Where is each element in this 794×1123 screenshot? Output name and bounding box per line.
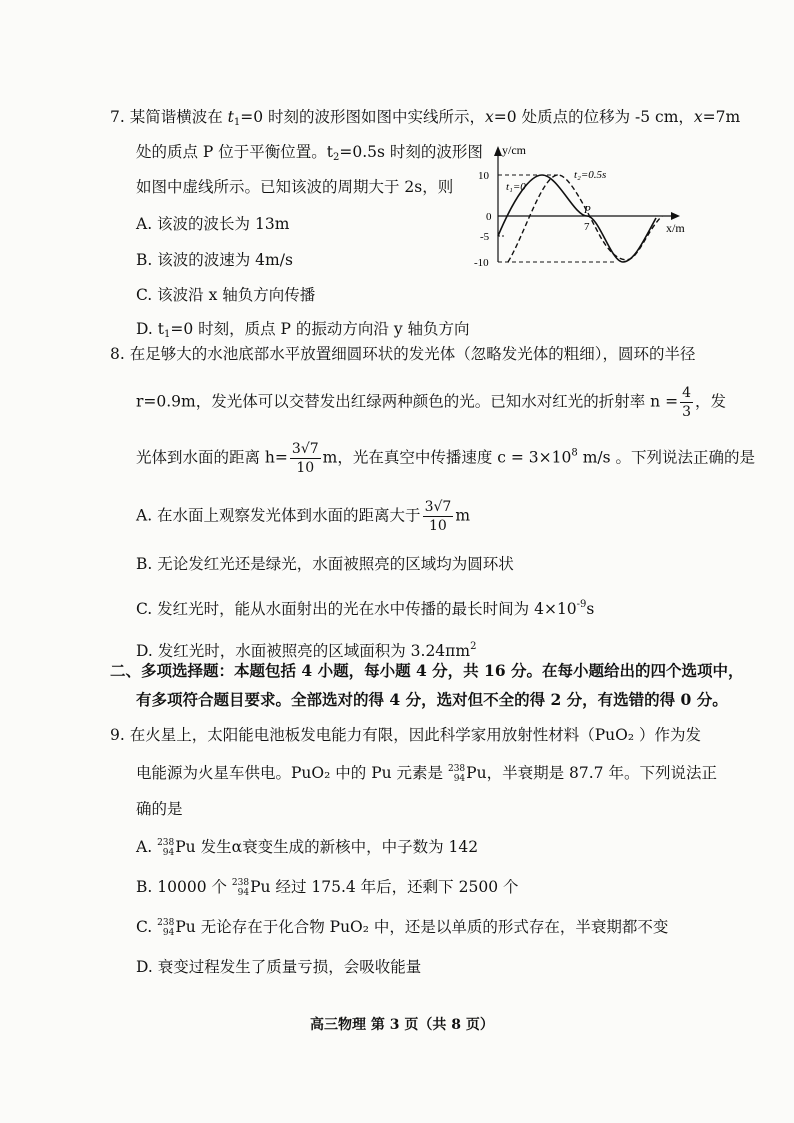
q9-line-2: 电能源为火星车供电。PuO₂ 中的 Pu 元素是 238 94 Pu，半衰期是 87.7 年。下列说法正 bbox=[136, 764, 717, 784]
section-2-line-2: 有多项符合题目要求。全部选对的得 4 分，选对但不全的得 2 分，有选错的得 0 分。 bbox=[136, 690, 728, 709]
label-t2: t₂=0.5s bbox=[574, 169, 607, 181]
q7-line-3: 如图中虚线所示。已知该波的周期大于 2s，则 bbox=[136, 178, 454, 196]
q9-option-a: A. 238 94 Pu 发生α衰变生成的新核中，中子数为 142 bbox=[136, 838, 479, 858]
q8-option-b: B. 无论发红光还是绿光，水面被照亮的区域均为圆环状 bbox=[136, 555, 514, 573]
q8-line-3: 光体到水面的距离 h= $\frac{3√7}{10}$ m，光在真空中传播速度 $c = 3\times 10^8$ m/s 。下列说法正确的是 bbox=[136, 441, 755, 476]
section-2-line-1: 二、多项选择题：本题包括 4 小题，每小题 4 分，共 16 分。在每小题给出的四个选项中， bbox=[110, 661, 744, 680]
q7-option-c: C. 该波沿 x 轴负方向传播 bbox=[136, 286, 316, 304]
q7-line-2: 处的质点 P 位于平衡位置。$t_2=0.5s$ 时刻的波形图 bbox=[136, 143, 483, 163]
q8-line-2: r=0.9m，发光体可以交替发出红绿两种颜色的光。已知水对红光的折射率 n = $\frac{4}{3}$ ，发 bbox=[136, 385, 727, 420]
q7-option-d: D. $t_1=0$ 时刻，质点 P 的振动方向沿 y 轴负方向 bbox=[136, 320, 470, 340]
page-footer: 高三物理 第 3 页（共 8 页） bbox=[310, 1017, 494, 1033]
q8-option-a: A. 在水面上观察发光体到水面的距离大于 $\frac{3√7}{10}$ m bbox=[136, 499, 471, 534]
wave-t2-dashed bbox=[508, 175, 662, 262]
q9-line-3: 确的是 bbox=[136, 800, 183, 818]
y-tick-minus10: -10 bbox=[474, 257, 489, 269]
wave-graph bbox=[466, 140, 696, 275]
y-tick-0: 0 bbox=[486, 211, 492, 223]
q9-option-c: C. 238 94 Pu 无论存在于化合物 PuO₂ 中，还是以单质的形式存在，半衰期都不变 bbox=[136, 918, 669, 938]
q9-option-b: B. 10000 个 238 94 Pu 经过 175.4 年后，还剩下 2500 个 bbox=[136, 878, 519, 898]
q9-line-1: 9. 在火星上，太阳能电池板发电能力有限，因此科学家用放射性材料（PuO₂ ）作为发 bbox=[110, 726, 701, 744]
q8-line-1: 8. 在足够大的水池底部水平放置细圆环状的发光体（忽略发光体的粗细），圆环的半径 bbox=[110, 345, 696, 363]
q8-option-d: D. 发红光时，水面被照亮的区域面积为 $3.24\pi m^2$ bbox=[136, 641, 477, 660]
y-axis-arrow bbox=[494, 146, 502, 156]
y-tick-10: 10 bbox=[478, 170, 489, 182]
x-axis-arrow bbox=[671, 212, 680, 220]
q7-line-1: 7. 某简谐横波在 $t_1=0$ 时刻的波形图如图中实线所示，x=0 处质点的位移为 -5 cm，x=7m bbox=[110, 108, 741, 128]
y-axis-label: y/cm bbox=[502, 143, 526, 157]
q9-option-d: D. 衰变过程发生了质量亏损，会吸收能量 bbox=[136, 958, 422, 976]
label-t1: t₁=0 bbox=[506, 181, 526, 193]
y-tick-minus5: -5 bbox=[480, 231, 490, 243]
q8-option-c: C. 发红光时，能从水面射出的光在水中传播的最长时间为 $4\times 10^{-9}s$ bbox=[136, 599, 595, 618]
x-axis-label: x/m bbox=[666, 221, 685, 235]
x-tick-7: 7 bbox=[584, 221, 590, 233]
q7-option-a: A. 该波的波长为 13m bbox=[136, 215, 290, 233]
q7-option-b: B. 该波的波速为 4m/s bbox=[136, 251, 293, 269]
label-point-p: P bbox=[584, 204, 591, 216]
